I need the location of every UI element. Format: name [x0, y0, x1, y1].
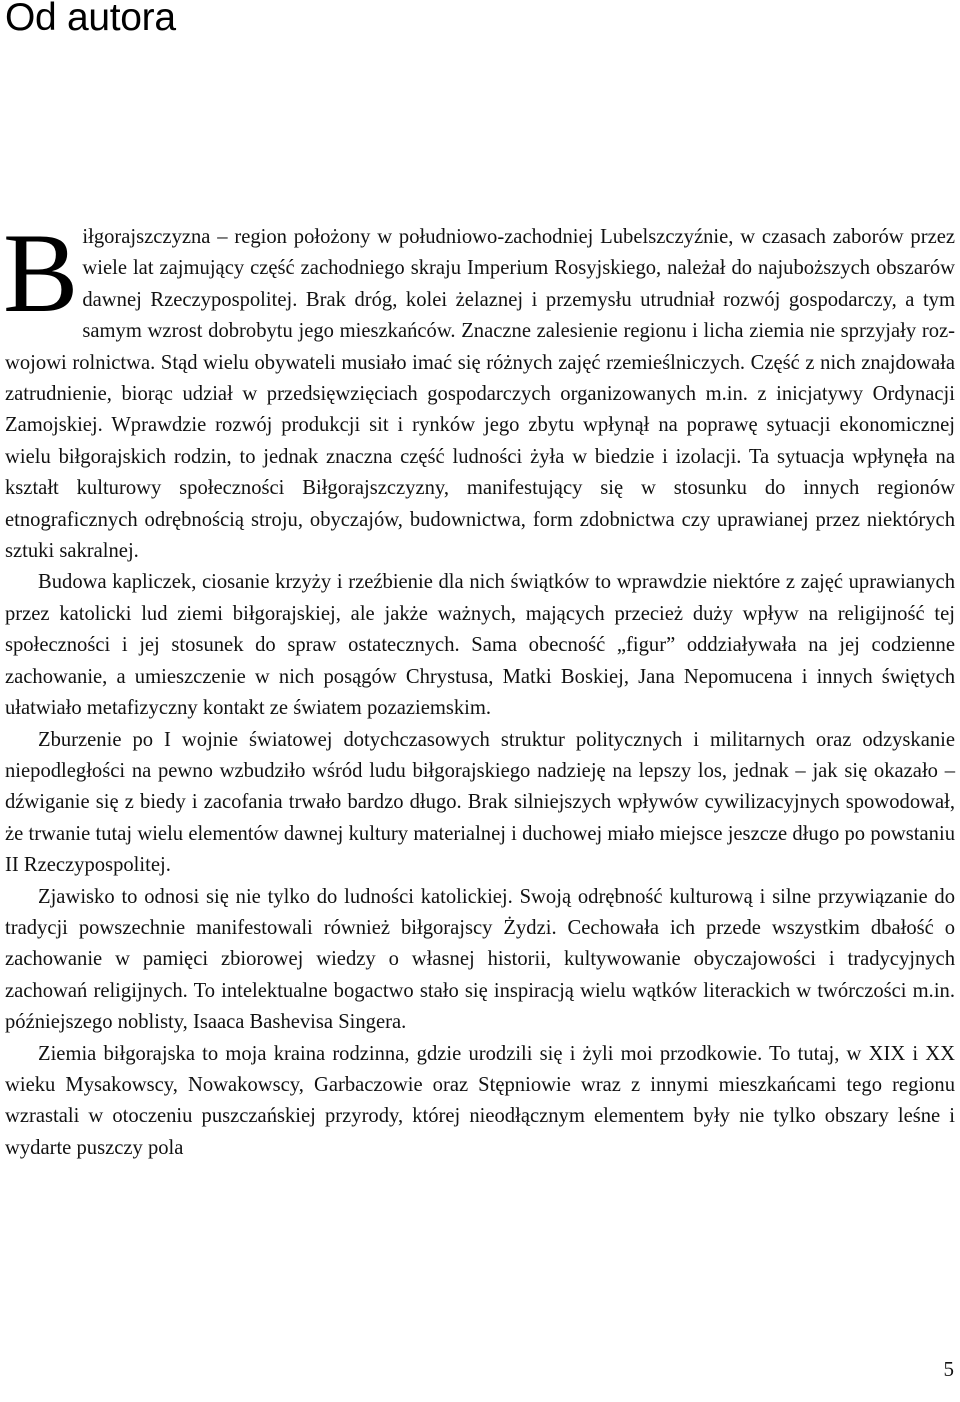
paragraph-5: Ziemia biłgorajska to moja kraina rodzinna, gdzie urodzili się i żyli moi przodkowie. To tutaj, w XIX i XX wieku Mysakowscy, Nowakowscy, Garbaczowie oraz Stępniowie wraz z innymi mieszkańcami tego regionu wzrastali w otoczeniu puszczańskiej przyrody, której nieodłącznym elementem były nie tylko obszary leśne i wydarte puszczy pola [5, 1042, 955, 1159]
page-number: 5 [943, 1357, 954, 1381]
paragraph-3: Zburzenie po I wojnie światowej dotychczasowych struktur politycznych i militarnych oraz odzyskanie niepodległości na pewno wzbudziło wśród ludu biłgorajskiego nadzieję na lepszy los, jednak – jak się okazało – dźwiganie się z biedy i zacofania trwało bardzo długo. Brak silniejszych wpływów cywilizacyjnych spowodował, że trwanie tutaj wielu elementów dawnej kultury materialnej i duchowej miało miejsce jeszcze długo po powstaniu II Rzeczypospolitej. [5, 728, 955, 877]
chapter-body [3, 211, 955, 1164]
paragraph-4: Zjawisko to odnosi się nie tylko do ludności katolickiej. Swoją odrębność kulturową i silne przywiązanie do tradycji powszechnie manifestowali również biłgorajscy Żydzi. Cechowała ich przede wszystkim dbałość o zachowanie w pamięci zbiorowej wiedzy o własnej historii, kultywowanie obyczajowości i tradycyjnych zachowań religijnych. To intelektualne bogactwo stało się inspiracją wielu wątków literackich w twórczości m.in. późniejszego noblisty, Isaaca Bashevisa Singera. [5, 885, 955, 1034]
drop-cap: B [3, 211, 79, 336]
chapter-heading: Od autora [5, 0, 176, 39]
paragraph-2: Budowa kapliczek, ciosanie krzyży i rzeźbienie dla nich świątków to wprawdzie niektóre z zajęć uprawianych przez katolicki lud ziemi biłgorajskiej, ale jakże ważnych, mających przecież duży wpływ na religijność tej społeczności i jej stosunek do spraw ostatecznych. Sama obecność „figur” oddziaływała na jej codzienne zachowanie, a umieszczenie w nich posągów Chrystusa, Matki Boskiej, Jana Nepomucena i innych świętych ułatwiało metafizyczny kontakt ze światem pozaziemskim. [5, 571, 955, 720]
paragraph-1-text: iłgorajszczyzna – region położony w południowo-zachodniej Lubelszczyźnie, w czasach zaborów przez wiele lat zajmujący część zachodniego skraju Imperium Rosyjskiego, należał do najuboższych obszarów dawnej Rzeczypospolitej. Brak dróg, kolei żelaznej i przemysłu utrudniał rozwój gospodarczy, a tym samym wzrost dobrobytu jego mieszkańców. Znaczne zalesienie regionu i licha ziemia nie sprzyjały rozwojowi rolnictwa. Stąd wielu obywateli musiało imać się różnych zajęć rzemieślniczych. Część z nich znajdowała zatrudnienie, biorąc udział w przedsięwzięciach gospodarczych organizowanych m.in. z inicjatywy Ordynacji Zamojskiej. Wprawdzie rozwój produkcji sit i rynków jego zbytu wpłynął na poprawę sytuacji ekonomicznej wielu biłgorajskich rodzin, to jednak znaczna część ludności żyła w biedzie i izolacji. Ta sytuacja wpłynęła na kształt kulturowy społeczności Biłgorajszczyzny, manifestujący się w stosunku do innych regionów etnograficznych odrębnością stroju, obyczajów, budownictwa, form zdobnictwa czy uprawianej przez niektórych sztuki sakralnej. [5, 226, 955, 563]
paragraph-1 [3, 211, 955, 567]
